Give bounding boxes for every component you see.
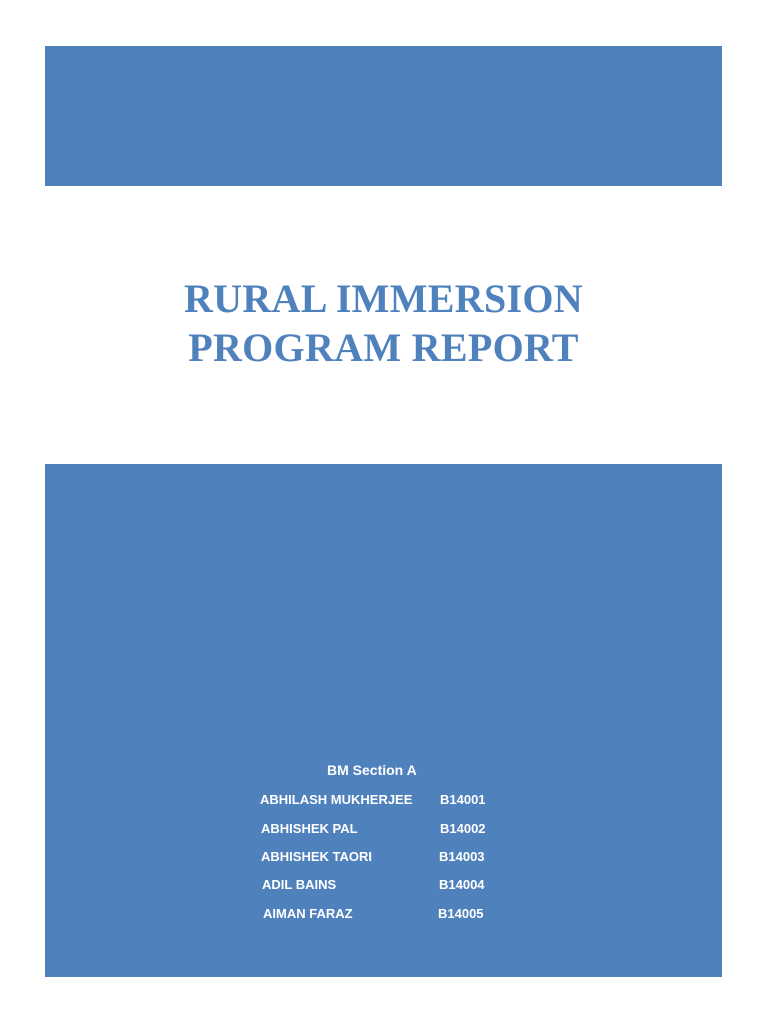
member-id-4: B14004 — [439, 877, 485, 892]
member-id-3: B14003 — [439, 849, 485, 864]
member-id-5: B14005 — [438, 906, 484, 921]
report-title-line-1: RURAL IMMERSION — [184, 276, 583, 321]
report-title-line-2: PROGRAM REPORT — [188, 325, 579, 370]
top-decorative-band — [45, 46, 722, 186]
member-name-5: AIMAN FARAZ — [263, 906, 353, 921]
member-id-1: B14001 — [440, 792, 486, 807]
member-name-3: ABHISHEK TAORI — [261, 849, 372, 864]
member-name-1: ABHILASH MUKHERJEE — [260, 792, 413, 807]
member-name-2: ABHISHEK PAL — [261, 821, 358, 836]
member-name-4: ADIL BAINS — [262, 877, 337, 892]
report-title — [45, 274, 722, 372]
section-label: BM Section A — [327, 762, 417, 778]
bottom-info-panel — [45, 464, 722, 977]
member-id-2: B14002 — [440, 821, 486, 836]
